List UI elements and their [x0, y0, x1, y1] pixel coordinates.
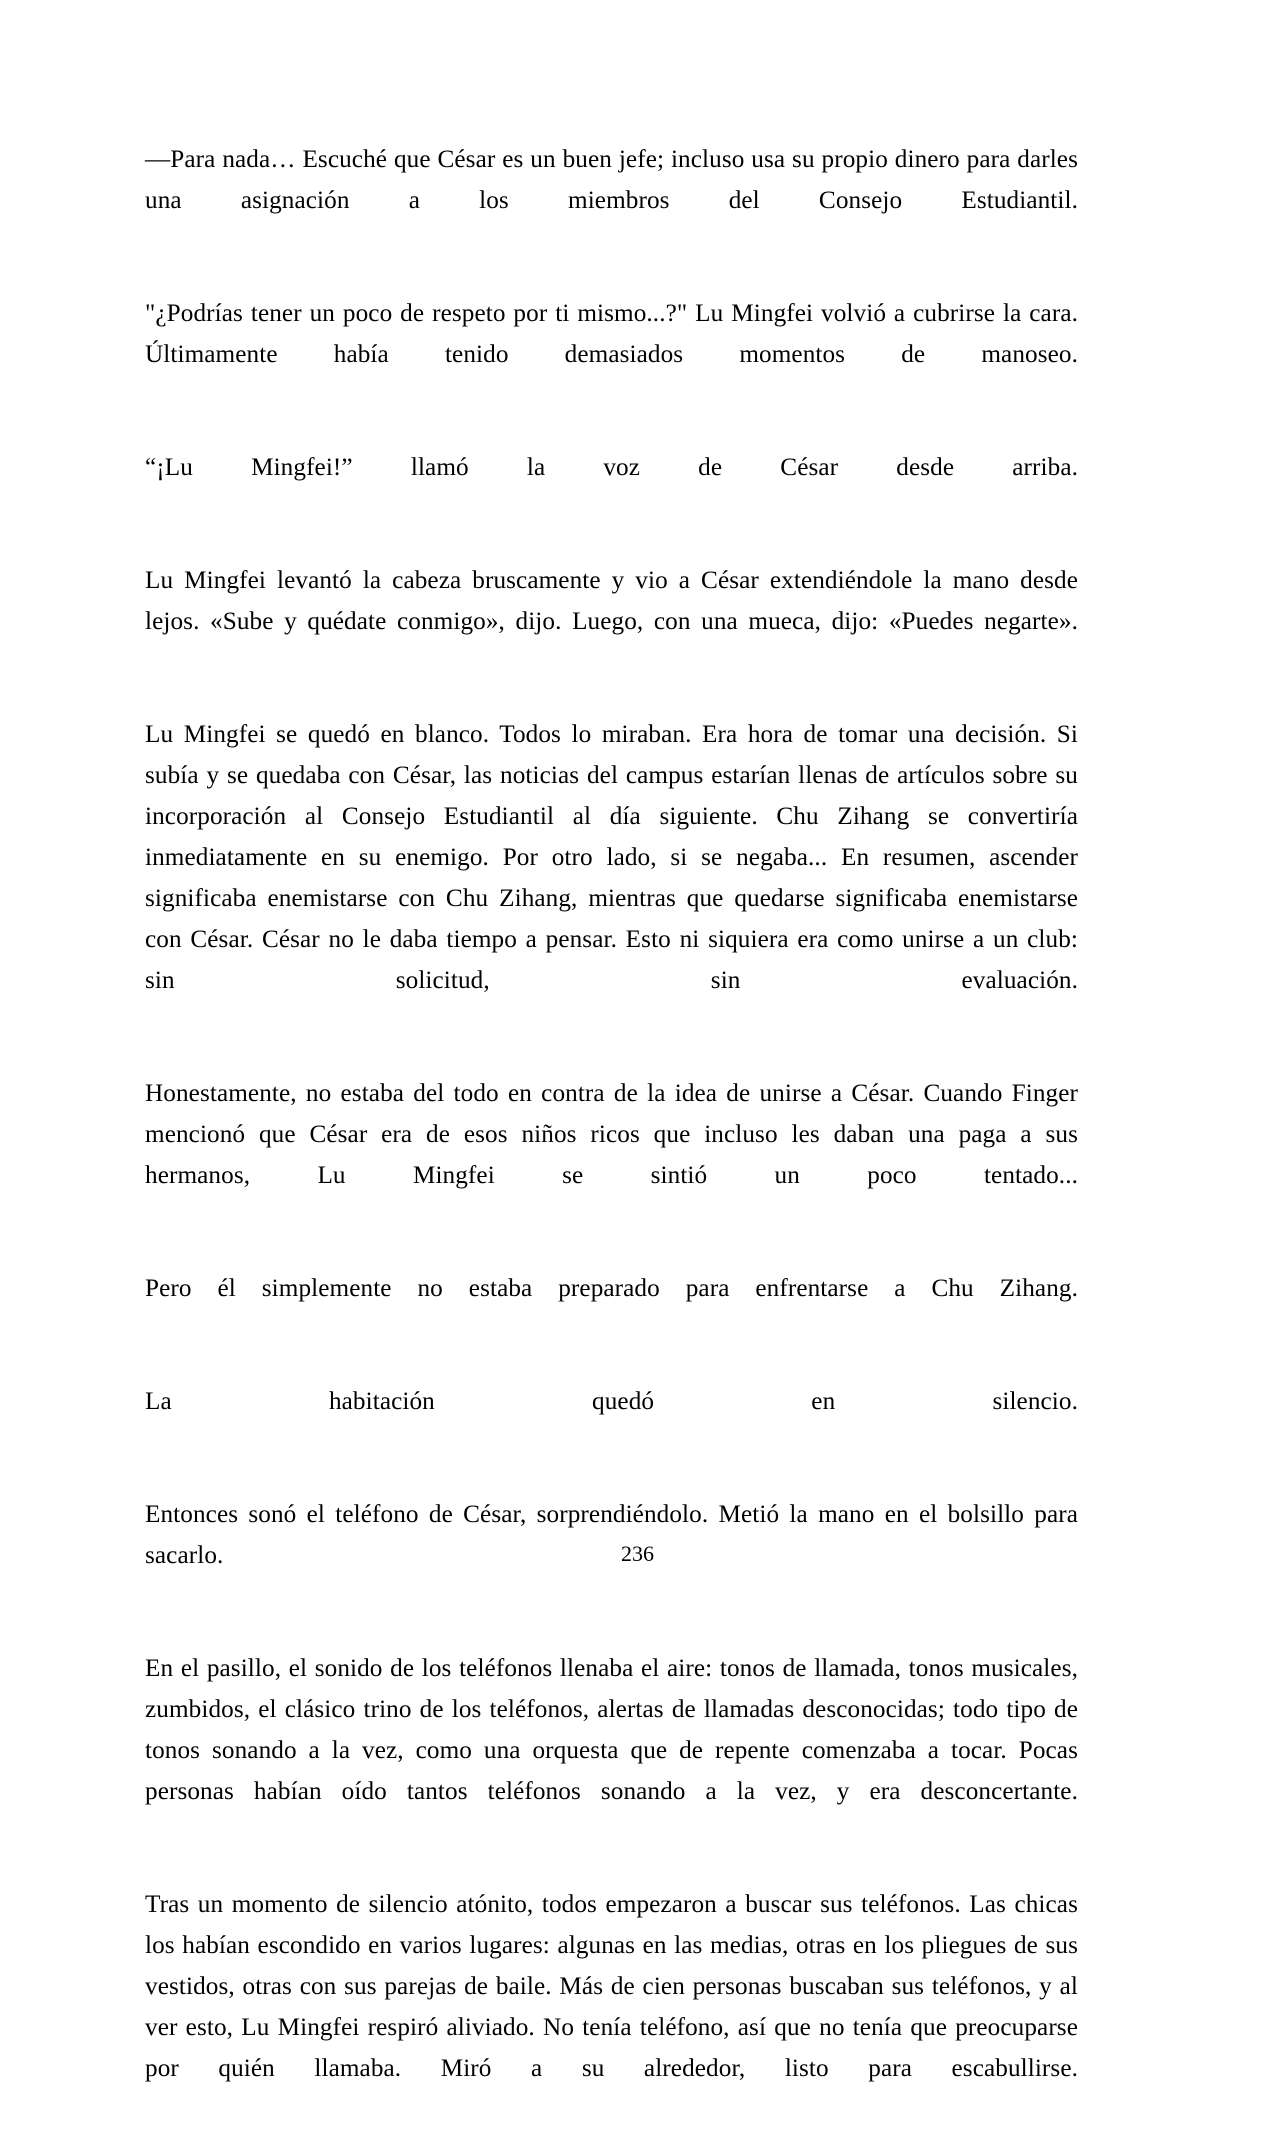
body-text-column: [145, 139, 1078, 2130]
paragraph: "¿Podrías tener un poco de respeto por ti mismo...?" Lu Mingfei volvió a cubrirse la cara. Últimamente había tenido demasiados momentos de manoseo.: [145, 300, 1078, 368]
paragraph: En el pasillo, el sonido de los teléfonos llenaba el aire: tonos de llamada, tonos musicales, zumbidos, el clásico trino de los teléfonos, alertas de llamadas desconocidas; todo tipo de tonos sonando a la vez, como una orquesta que de repente comenzaba a tocar. Pocas personas habían oído tantos teléfonos sonando a la vez, y era desconcertante.: [145, 1655, 1078, 1805]
page-number: 236: [621, 1541, 654, 1566]
paragraph: Lu Mingfei levantó la cabeza bruscamente y vio a César extendiéndole la mano desde lejos. «Sube y quédate conmigo», dijo. Luego, con una mueca, dijo: «Puedes negarte».: [145, 567, 1078, 635]
paragraph: Pero él simplemente no estaba preparado para enfrentarse a Chu Zihang.: [145, 1275, 1078, 1302]
paragraph: Tras un momento de silencio atónito, todos empezaron a buscar sus teléfonos. Las chicas los habían escondido en varios lugares: algunas en las medias, otras en los pliegues de sus vestidos, otras con sus parejas de baile. Más de cien personas buscaban sus teléfonos, y al ver esto, Lu Mingfei respiró aliviado. No tenía teléfono, así que no tenía que preocuparse por quién llamaba. Miró a su alrededor, listo para escabullirse.: [145, 1891, 1078, 2082]
paragraph: “¡Lu Mingfei!” llamó la voz de César desde arriba.: [145, 454, 1078, 481]
paragraph: —Para nada… Escuché que César es un buen jefe; incluso usa su propio dinero para darles una asignación a los miembros del Consejo Estudiantil.: [145, 146, 1078, 214]
paragraph: Lu Mingfei se quedó en blanco. Todos lo miraban. Era hora de tomar una decisión. Si subía y se quedaba con César, las noticias del campus estarían llenas de artículos sobre su incorporación al Consejo Estudiantil al día siguiente. Chu Zihang se convertiría inmediatamente en su enemigo. Por otro lado, si se negaba... En resumen, ascender significaba enemistarse con Chu Zihang, mientras que quedarse significaba enemistarse con César. César no le daba tiempo a pensar. Esto ni siquiera era como unirse a un club: sin solicitud, sin evaluación.: [145, 721, 1078, 994]
paragraph: Entonces sonó el teléfono de César, sorprendiéndolo. Metió la mano en el bolsillo para sacarlo.: [145, 1501, 1078, 1569]
paragraph: Honestamente, no estaba del todo en contra de la idea de unirse a César. Cuando Finger mencionó que César era de esos niños ricos que incluso les daban una paga a sus hermanos, Lu Mingfei se sintió un poco tentado...: [145, 1080, 1078, 1189]
paragraph: La habitación quedó en silencio.: [145, 1388, 1078, 1415]
